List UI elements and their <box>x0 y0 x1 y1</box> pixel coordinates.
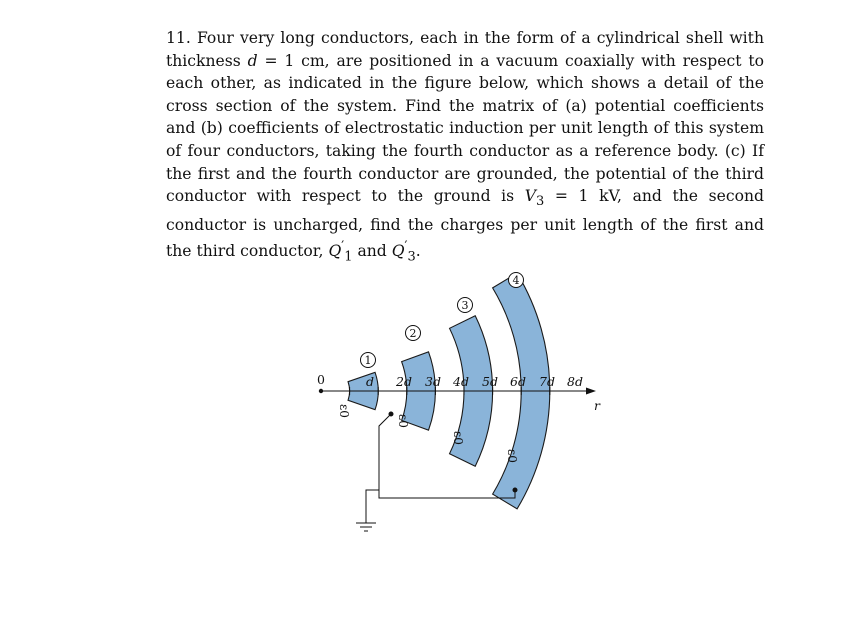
conductor-number-4 <box>509 273 524 288</box>
tick-label-2d: 2d <box>396 374 412 389</box>
tick-label-7d: 7d <box>539 374 555 389</box>
problem-part-2: = 1 cm, are positioned in a vacuum coaxially with respect to each other, as indicated in the figure below, which shows a detail of the cross section of the system. Find the matrix of (a) potential coefficients and (b) coefficients of electrostatic induction per unit length of this system of four conductors, taking the fourth conductor as a reference body. (c) If the first and the fourth conductor are grounded, the potential of the third conductor with respect to the ground is <box>166 51 764 206</box>
tick-label-6d: 6d <box>510 374 526 389</box>
tick-label-5d: 5d <box>482 374 498 389</box>
terminal-dot-1 <box>389 412 393 416</box>
eps-label-1: ε0 <box>337 404 351 418</box>
svg-text:2: 2 <box>409 327 417 340</box>
eps-label-3: ε0 <box>451 431 465 445</box>
tick-label-4d: 4d <box>453 374 469 389</box>
symbol-q1-sub: 1 <box>344 249 353 265</box>
symbol-d: d <box>247 51 258 70</box>
problem-text: 11. Four very long conductors, each in the form of a cylindrical shell with thickness d = 1 cm, are positioned in a vacuum coaxially with respect to each other, as indicated in the figure below, which shows a detail of the cross section of the system. Find the matrix of (a) potential coefficients and (b) coefficients of electrostatic induction per unit length of this system of four conductors, taking the fourth conductor as a reference body. (c) If the first and the fourth conductor are grounded, the potential of the third conductor with respect to the ground is $V_3 = 1$ kV, and the second conductor is uncharged, find the charges per unit length of the first and the third conductor, $Q'_1$ and $Q'_3$. <box>166 29 764 265</box>
svg-text:3: 3 <box>461 299 469 312</box>
symbol-q3: Q <box>391 242 405 261</box>
conductor-number-3 <box>458 298 473 313</box>
problem-part-3: = 1 kV, and the second conductor is uncharged, find the charges per unit length of the first and the third conductor, <box>166 187 764 261</box>
axis-label: r <box>594 398 600 413</box>
ground-icon <box>356 523 376 531</box>
conductor-number-1 <box>361 353 376 368</box>
origin-dot <box>319 389 323 393</box>
and-word: and <box>357 242 387 261</box>
problem-number: 11. <box>166 29 191 47</box>
symbol-v3-sub: 3 <box>536 194 545 210</box>
eps-label-2: ε0 <box>396 414 410 428</box>
svg-text:4: 4 <box>512 274 520 287</box>
problem-part-1: Four very long conductors, each in the form of a cylindrical shell with thickness <box>166 29 764 70</box>
eps-label-4: ε0 <box>505 449 519 463</box>
symbol-v3: V <box>524 187 537 206</box>
svg-text:1: 1 <box>364 354 372 367</box>
conductor-number-2 <box>406 326 421 341</box>
tick-label-3d: 3d <box>425 374 441 389</box>
ground-wiring <box>366 412 517 523</box>
tick-label-8d: 8d <box>567 374 583 389</box>
tick-label-d: d <box>366 374 375 389</box>
wire-conductor-1 <box>366 414 391 523</box>
symbol-q1: Q <box>328 242 342 261</box>
terminal-dot-4 <box>513 488 517 492</box>
origin-label: 0 <box>317 372 325 387</box>
end-punct: . <box>415 242 421 261</box>
symbol-q3-sub: 3 <box>407 249 416 265</box>
axis-arrow-icon <box>586 388 596 395</box>
